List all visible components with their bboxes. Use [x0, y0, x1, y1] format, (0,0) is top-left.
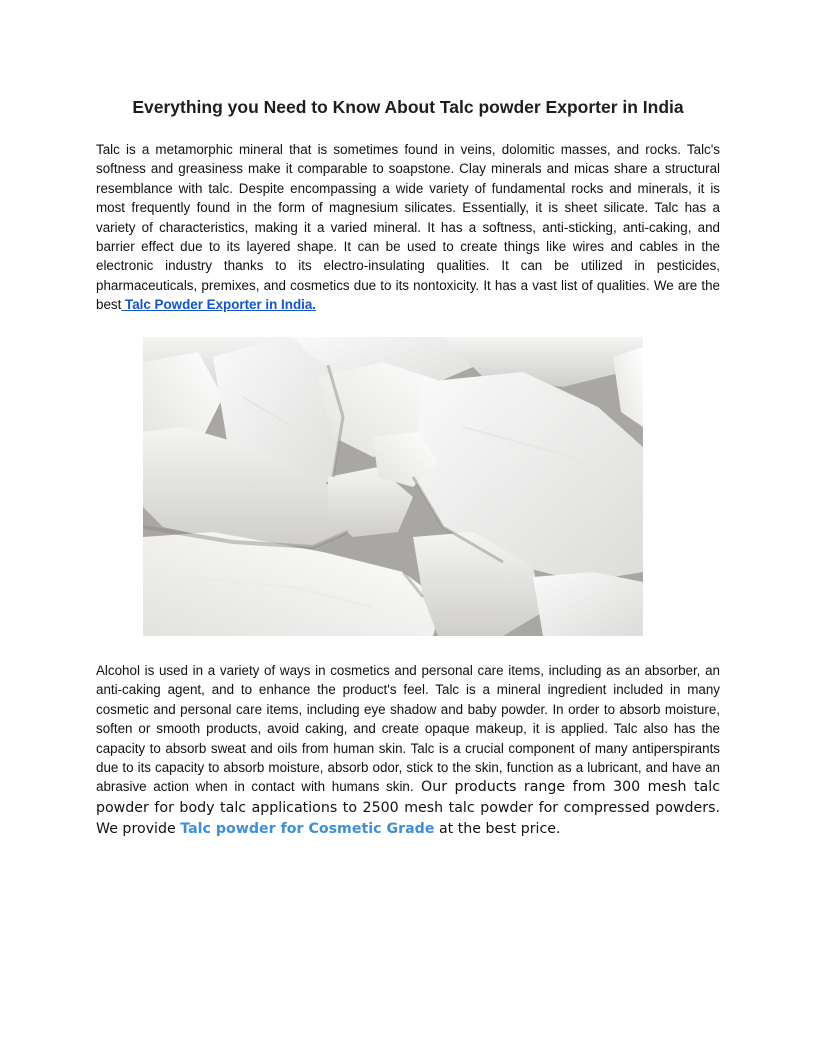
intro-paragraph-text: Talc is a metamorphic mineral that is sometimes found in veins, dolomitic masses, and rocks. Talc's softness and greasiness make it comparable to soapstone. Clay minerals and micas share a structural resemblance with talc. Despite encompassing a wide variety of fundamental rocks and minerals, it is most frequently found in the form of magnesium silicates. Essentially, it is sheet silicate. Talc has a variety of characteristics, making it a varied mineral. It has a softness, anti-sticking, anti-caking, and barrier effect due to its layered shape. It can be used to create things like wires and cables in the electronic industry thanks to its electro-insulating qualities. It can be utilized in pesticides, pharmaceuticals, premixes, and cosmetics due to its nontoxicity. It has a vast list of qualities. We are the best	[96, 142, 720, 313]
page-title: Everything you Need to Know About Talc powder Exporter in India	[132, 97, 684, 117]
intro-paragraph	[96, 140, 720, 315]
talc-rocks-image	[143, 337, 643, 636]
best-price-text: at the best price.	[434, 821, 561, 838]
cosmetic-paragraph-text: Alcohol is used in a variety of ways in cosmetics and personal care items, including as an absorber, an anti-caking agent, and to enhance the product's feel. Talc is a mineral ingredient included in many cosmetic and personal care items, including eye shadow and baby powder. In order to absorb moisture, soften or smooth products, avoid caking, and create opaque makeup, it is applied. Talc also has the capacity to absorb sweat and oils from human skin. Talc is a crucial component of many antiperspirants due to its capacity to absorb moisture, absorb odor, stick to the skin, function as a lubricant, and have an abrasive action when in contact with humans skin.	[96, 663, 720, 795]
cosmetic-paragraph	[96, 661, 720, 840]
cosmetic-grade-link[interactable]: Talc powder for Cosmetic Grade	[180, 821, 435, 838]
talc-rocks-photo-icon	[143, 337, 643, 636]
products-range-sentence: Our products range from 300 mesh talc powder for body talc applications to 2500 mesh talc powder for compressed powders. We provide	[96, 779, 720, 838]
talc-exporter-link[interactable]: Talc Powder Exporter in India.	[121, 297, 317, 313]
